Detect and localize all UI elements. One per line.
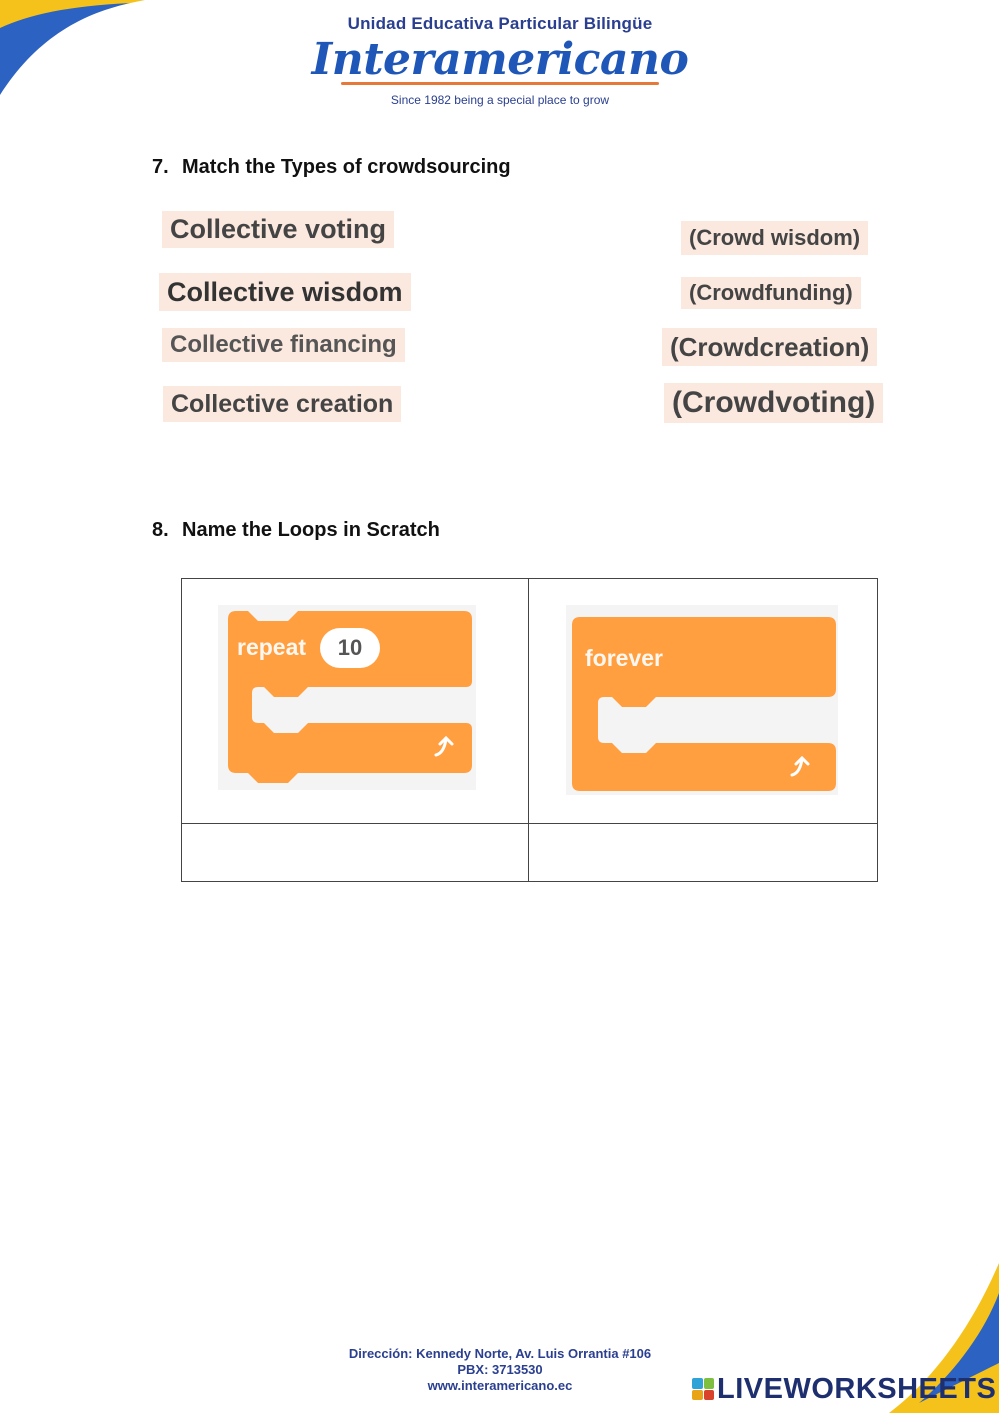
corner-decoration	[0, 0, 145, 100]
answer-cell-repeat[interactable]	[182, 824, 529, 882]
footer-website: www.interamericano.ec	[427, 1378, 573, 1393]
forever-block-cell	[529, 579, 878, 824]
match-right-item[interactable]: (Crowd wisdom)	[681, 221, 868, 255]
question-number: 7.	[152, 156, 169, 178]
forever-label: forever	[585, 645, 663, 671]
school-footer	[300, 1346, 700, 1394]
school-header	[300, 14, 700, 107]
school-tagline: Since 1982 being a special place to grow	[390, 93, 610, 107]
question-text: Name the Loops in Scratch	[182, 519, 440, 541]
answer-cell-forever[interactable]	[529, 824, 878, 882]
footer-phone: PBX: 3713530	[457, 1362, 543, 1377]
liveworksheets-logo-icon	[692, 1378, 714, 1400]
question-text: Match the Types of crowdsourcing	[182, 156, 511, 178]
footer-address: Dirección: Kennedy Norte, Av. Luis Orrantia #106	[348, 1346, 652, 1361]
school-logo: Interamericano	[311, 34, 689, 85]
repeat-count-bubble: 10	[320, 628, 380, 668]
school-name: Unidad Educativa Particular Bilingüe	[347, 14, 653, 33]
repeat-label: repeat	[237, 634, 307, 660]
question-number: 8.	[152, 519, 169, 541]
loops-table	[181, 578, 878, 882]
match-left-item[interactable]: Collective creation	[163, 386, 401, 422]
match-right-item[interactable]: (Crowdfunding)	[681, 277, 861, 309]
match-left-item[interactable]: Collective financing	[162, 328, 405, 362]
match-right-item[interactable]: (Crowdvoting)	[664, 383, 883, 423]
forever-block-image	[566, 605, 838, 795]
match-right-item[interactable]: (Crowdcreation)	[662, 328, 877, 366]
question-8-title	[152, 519, 440, 542]
match-left-item[interactable]: Collective wisdom	[159, 273, 411, 311]
liveworksheets-watermark	[692, 1372, 996, 1406]
repeat-block-cell	[182, 579, 529, 824]
match-left-item[interactable]: Collective voting	[162, 211, 394, 248]
question-7-title	[152, 156, 511, 179]
liveworksheets-text: LIVEWORKSHEETS	[717, 1372, 997, 1405]
